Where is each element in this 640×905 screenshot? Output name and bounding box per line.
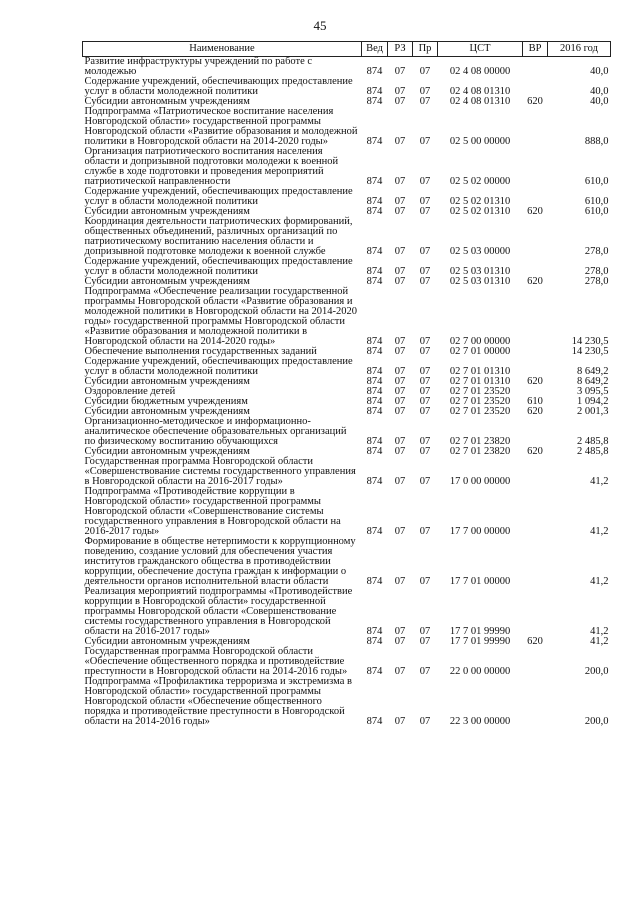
cell-name: Подпрограмма «Обеспечение реализации государственной программы Новгородской области «Развитие образования и молодежной политики в Новгородской области на 2014-2020 годы» государственной программы Новгородской области «Развитие образования и молодежной политики в Новгородской области на 2014-2020 годы»: [84, 286, 358, 347]
cell-name: Субсидии автономным учреждениям: [84, 636, 250, 647]
cell-rz: 07: [394, 276, 406, 287]
cell-name: Подпрограмма «Профилактика терроризма и экстремизма в Новгородской области» государственной программы Новгородской области «Обеспечение общественного порядка и противодействие преступности в Новгородской области на 2014-2016 годы»: [84, 676, 352, 727]
cell-pr: 07: [419, 446, 431, 457]
cell-cst: 02 4 08 01310: [449, 86, 511, 97]
table-row: [83, 147, 611, 187]
header-ved: Вед: [362, 42, 388, 57]
cell-rz: 07: [394, 206, 406, 217]
cell-cst: 02 7 01 23520: [449, 396, 511, 407]
cell-ved: 874: [366, 576, 383, 587]
cell-cst: 17 7 01 99990: [449, 636, 511, 647]
cell-rz: 07: [394, 386, 406, 397]
cell-sum: 40,0: [590, 66, 609, 77]
cell-ved: 874: [366, 716, 383, 727]
cell-vr: [523, 647, 548, 677]
table-row: [83, 417, 611, 447]
cell-vr: 620: [527, 446, 543, 457]
page-number: 45: [313, 18, 327, 33]
cell-rz: 07: [394, 526, 406, 537]
cell-rz: 07: [394, 716, 406, 727]
cell-sum: 278,0: [584, 276, 609, 287]
cell-cst: 02 7 01 01310: [449, 376, 511, 387]
cell-rz: 07: [394, 406, 406, 417]
cell-sum: 2 485,8: [577, 446, 609, 457]
cell-vr: [523, 77, 548, 97]
table-row: [83, 487, 611, 537]
cell-pr: 07: [419, 96, 431, 107]
cell-ved: 874: [366, 366, 383, 377]
cell-rz: 07: [394, 366, 406, 377]
cell-name: Координация деятельности патриотических формирований, общественных объединений, различных организаций по патриотическому воспитанию населения области и допризывной подготовке молодежи к военной службе: [84, 216, 353, 257]
cell-cst: 02 7 01 23820: [449, 446, 511, 457]
cell-sum: 8 649,2: [577, 366, 609, 377]
cell-name: Содержание учреждений, обеспечивающих предоставление услуг в области молодежной политики: [84, 256, 353, 277]
cell-pr: 07: [419, 576, 431, 587]
header-pr: Пр: [413, 42, 438, 57]
cell-cst: 02 5 03 01310: [449, 266, 511, 277]
table-row: [83, 287, 611, 347]
table-row: [83, 107, 611, 147]
cell-name: Содержание учреждений, обеспечивающих предоставление услуг в области молодежной политики: [84, 186, 353, 207]
cell-ved: 874: [366, 396, 383, 407]
header-sum: 2016 год: [548, 42, 611, 57]
cell-cst: 02 5 00 00000: [449, 136, 511, 147]
cell-sum: 888,0: [584, 136, 609, 147]
cell-ved: 874: [366, 476, 383, 487]
cell-name: Подпрограмма «Патриотическое воспитание населения Новгородской области» государственной программы Новгородской области «Развитие образования и молодежной политики в Новгородской области на 2014-2020 годы»: [84, 106, 358, 147]
cell-cst: 17 7 01 99990: [449, 626, 511, 637]
cell-rz: 07: [394, 376, 406, 387]
table-row: [83, 257, 611, 277]
cell-sum: 3 095,5: [577, 386, 609, 397]
cell-sum: 41,2: [590, 636, 609, 647]
cell-vr: [523, 487, 548, 537]
cell-vr: [523, 457, 548, 487]
cell-ved: 874: [366, 266, 383, 277]
cell-ved: 874: [366, 86, 383, 97]
cell-pr: 07: [419, 246, 431, 257]
cell-pr: 07: [419, 716, 431, 727]
budget-table: [82, 41, 611, 727]
cell-sum: 2 001,3: [577, 406, 609, 417]
header-cst: ЦСТ: [438, 42, 523, 57]
cell-name: Субсидии автономным учреждениям: [84, 446, 250, 457]
cell-pr: 07: [419, 526, 431, 537]
table-row: [83, 57, 611, 78]
cell-rz: 07: [394, 96, 406, 107]
table-row: [83, 217, 611, 257]
cell-ved: 874: [366, 176, 383, 187]
cell-pr: 07: [419, 206, 431, 217]
cell-vr: [523, 537, 548, 587]
cell-name: Субсидии автономным учреждениям: [84, 96, 250, 107]
cell-name: Субсидии автономным учреждениям: [84, 406, 250, 417]
cell-cst: 02 4 08 00000: [449, 66, 511, 77]
cell-pr: 07: [419, 176, 431, 187]
cell-vr: [523, 257, 548, 277]
cell-sum: 41,2: [590, 476, 609, 487]
cell-vr: [523, 287, 548, 347]
cell-rz: 07: [394, 476, 406, 487]
cell-vr: [523, 347, 548, 357]
table-row: [83, 677, 611, 727]
cell-rz: 07: [394, 86, 406, 97]
cell-vr: [523, 677, 548, 727]
cell-cst: 22 3 00 00000: [449, 716, 511, 727]
cell-name: Формирование в обществе нетерпимости к коррупционному поведению, создание условий для обеспечения участия институтов гражданского общества в противодействии коррупции, обеспечение доступа граждан к информации о деятельности органов исполнительной власти области: [84, 536, 356, 587]
table-row: [83, 537, 611, 587]
cell-cst: 02 5 03 00000: [449, 246, 511, 257]
header-vr: ВР: [523, 42, 548, 57]
cell-rz: 07: [394, 136, 406, 147]
cell-ved: 874: [366, 526, 383, 537]
cell-cst: 02 7 01 23520: [449, 386, 511, 397]
cell-name: Реализация мероприятий подпрограммы «Противодействие коррупции в Новгородской области» государственной программы Новгородской области «Совершенствование системы государственного управления в Новгородской области на 2016-2017 годы»: [84, 586, 353, 637]
cell-sum: 14 230,5: [571, 336, 609, 347]
cell-rz: 07: [394, 396, 406, 407]
cell-vr: [523, 217, 548, 257]
cell-sum: 278,0: [584, 266, 609, 277]
table-row: [83, 77, 611, 97]
cell-sum: 40,0: [590, 86, 609, 97]
cell-rz: 07: [394, 346, 406, 357]
table-body: [83, 57, 611, 728]
cell-pr: 07: [419, 276, 431, 287]
table-row: [83, 357, 611, 377]
cell-pr: 07: [419, 66, 431, 77]
cell-vr: 620: [527, 206, 543, 217]
cell-vr: [523, 357, 548, 377]
cell-rz: 07: [394, 246, 406, 257]
cell-rz: 07: [394, 336, 406, 347]
cell-name: Оздоровление детей: [84, 386, 176, 397]
cell-cst: 02 5 02 00000: [449, 176, 511, 187]
cell-sum: 610,0: [584, 176, 609, 187]
cell-vr: 620: [527, 406, 543, 417]
cell-name: Организация патриотического воспитания населения области и допризывной подготовки молодежи к военной службе в ходе подготовки и проведения мероприятий патриотической направленности: [84, 146, 339, 187]
cell-ved: 874: [366, 196, 383, 207]
cell-ved: 874: [366, 436, 383, 447]
table-row: [83, 647, 611, 677]
cell-sum: 278,0: [584, 246, 609, 257]
cell-pr: 07: [419, 626, 431, 637]
cell-sum: 1 094,2: [577, 396, 609, 407]
cell-pr: 07: [419, 336, 431, 347]
cell-pr: 07: [419, 366, 431, 377]
cell-sum: 41,2: [590, 576, 609, 587]
cell-cst: 02 7 01 23520: [449, 406, 511, 417]
cell-cst: 17 7 00 00000: [449, 526, 511, 537]
cell-ved: 874: [366, 96, 383, 107]
cell-cst: 02 5 03 01310: [449, 276, 511, 287]
cell-name: Субсидии автономным учреждениям: [84, 206, 250, 217]
cell-sum: 610,0: [584, 196, 609, 207]
cell-pr: 07: [419, 266, 431, 277]
cell-pr: 07: [419, 136, 431, 147]
cell-pr: 07: [419, 376, 431, 387]
cell-pr: 07: [419, 406, 431, 417]
cell-vr: [523, 107, 548, 147]
cell-ved: 874: [366, 336, 383, 347]
table-row: [83, 587, 611, 637]
cell-vr: 620: [527, 376, 543, 387]
cell-name: Развитие инфраструктуры учреждений по работе с молодежью: [84, 56, 313, 77]
cell-ved: 874: [366, 666, 383, 677]
cell-sum: 41,2: [590, 526, 609, 537]
cell-vr: [523, 587, 548, 637]
cell-pr: 07: [419, 346, 431, 357]
cell-pr: 07: [419, 436, 431, 447]
cell-name: Содержание учреждений, обеспечивающих предоставление услуг в области молодежной политики: [84, 76, 353, 97]
cell-ved: 874: [366, 626, 383, 637]
cell-cst: 02 7 00 00000: [449, 336, 511, 347]
cell-rz: 07: [394, 266, 406, 277]
header-name: Наименование: [83, 42, 362, 57]
cell-ved: 874: [366, 276, 383, 287]
cell-sum: 2 485,8: [577, 436, 609, 447]
cell-cst: 17 7 01 00000: [449, 576, 511, 587]
cell-ved: 874: [366, 66, 383, 77]
cell-name: Организационно-методическое и информационно-аналитическое обеспечение образовательных организаций по физическому воспитанию обучающихся: [84, 416, 347, 447]
table-row: [83, 187, 611, 207]
cell-ved: 874: [366, 136, 383, 147]
cell-cst: 02 5 02 01310: [449, 196, 511, 207]
cell-name: Подпрограмма «Противодействие коррупции в Новгородской области» государственной программы Новгородской области «Совершенствование системы государственного управления в Новгородской области на 2016-2017 годы»: [84, 486, 341, 537]
cell-sum: 8 649,2: [577, 376, 609, 387]
cell-rz: 07: [394, 436, 406, 447]
cell-vr: [523, 187, 548, 207]
cell-rz: 07: [394, 196, 406, 207]
cell-rz: 07: [394, 66, 406, 77]
cell-ved: 874: [366, 636, 383, 647]
cell-pr: 07: [419, 476, 431, 487]
cell-pr: 07: [419, 86, 431, 97]
cell-sum: 200,0: [584, 716, 609, 727]
cell-ved: 874: [366, 386, 383, 397]
cell-cst: 22 0 00 00000: [449, 666, 511, 677]
cell-ved: 874: [366, 246, 383, 257]
cell-vr: 620: [527, 96, 543, 107]
table-row: [83, 457, 611, 487]
cell-name: Субсидии бюджетным учреждениям: [84, 396, 248, 407]
cell-vr: [523, 57, 548, 78]
cell-cst: 02 5 02 01310: [449, 206, 511, 217]
cell-sum: 610,0: [584, 206, 609, 217]
cell-sum: 14 230,5: [571, 346, 609, 357]
cell-ved: 874: [366, 406, 383, 417]
cell-ved: 874: [366, 446, 383, 457]
cell-rz: 07: [394, 666, 406, 677]
cell-name: Субсидии автономным учреждениям: [84, 376, 250, 387]
cell-vr: [523, 147, 548, 187]
cell-vr: 610: [527, 396, 543, 407]
cell-ved: 874: [366, 346, 383, 357]
cell-pr: 07: [419, 636, 431, 647]
cell-sum: 200,0: [584, 666, 609, 677]
cell-name: Субсидии автономным учреждениям: [84, 276, 250, 287]
cell-rz: 07: [394, 626, 406, 637]
header-rz: РЗ: [388, 42, 413, 57]
cell-vr: 620: [527, 276, 543, 287]
cell-rz: 07: [394, 446, 406, 457]
cell-pr: 07: [419, 386, 431, 397]
cell-vr: 620: [527, 636, 543, 647]
cell-vr: [523, 417, 548, 447]
table-header: [83, 42, 611, 57]
cell-pr: 07: [419, 396, 431, 407]
cell-name: Обеспечение выполнения государственных заданий: [84, 346, 317, 357]
cell-cst: 17 0 00 00000: [449, 476, 511, 487]
cell-cst: 02 7 01 01310: [449, 366, 511, 377]
cell-ved: 874: [366, 206, 383, 217]
cell-sum: 41,2: [590, 626, 609, 637]
cell-name: Государственная программа Новгородской области «Обеспечение общественного порядка и противодействие преступности в Новгородской области на 2014-2016 годы»: [84, 646, 348, 677]
cell-name: Содержание учреждений, обеспечивающих предоставление услуг в области молодежной политики: [84, 356, 353, 377]
cell-name: Государственная программа Новгородской области «Совершенствование системы государственного управления в Новгородской области на 2016-2017 годы»: [84, 456, 356, 487]
cell-pr: 07: [419, 196, 431, 207]
cell-cst: 02 7 01 23820: [449, 436, 511, 447]
cell-pr: 07: [419, 666, 431, 677]
cell-rz: 07: [394, 576, 406, 587]
cell-sum: 40,0: [590, 96, 609, 107]
cell-cst: 02 4 08 01310: [449, 96, 511, 107]
cell-rz: 07: [394, 636, 406, 647]
cell-rz: 07: [394, 176, 406, 187]
cell-cst: 02 7 01 00000: [449, 346, 511, 357]
cell-ved: 874: [366, 376, 383, 387]
